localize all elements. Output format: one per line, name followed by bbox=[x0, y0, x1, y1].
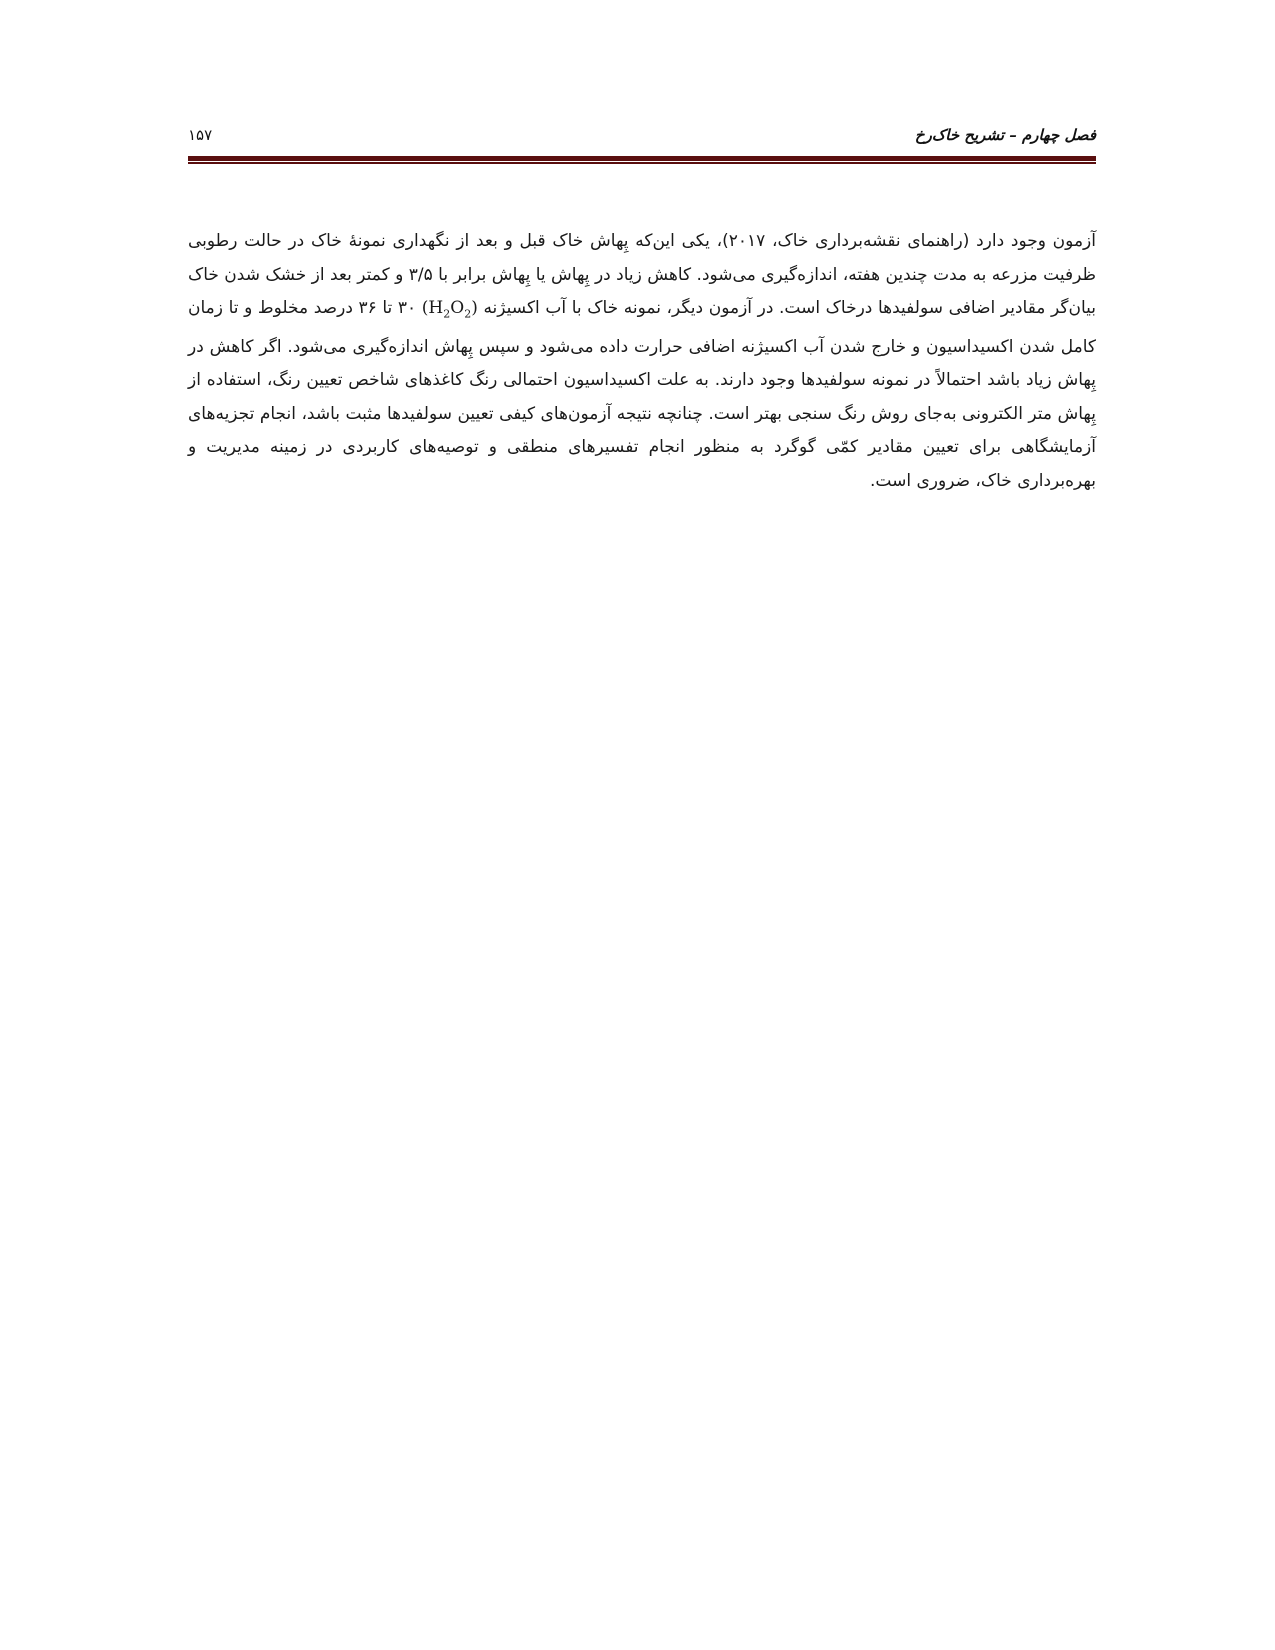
formula-oxygen-subscript: 2 bbox=[464, 307, 472, 321]
header-rule-thick bbox=[188, 156, 1096, 161]
formula-close-paren: ) bbox=[471, 298, 478, 318]
body-paragraph bbox=[188, 225, 1096, 498]
formula-open-paren: ( bbox=[421, 298, 429, 318]
formula-oxygen: O bbox=[450, 298, 465, 318]
formula-hydrogen: H bbox=[428, 298, 444, 318]
header-rule-thin bbox=[188, 162, 1096, 164]
paragraph-text-part-1: آزمون وجود دارد (راهنمای نقشه‌برداری خاک، ۲۰۱۷)، یکی این‌که پِهاش خاک قبل و بعد از نگهداری نمونهٔ خاک در حالت رطوبی ظرفیت مزرعه به مدت چندین هفته، اندازه‌گیری می‌شود. کاهش زیاد در پِهاش یا پِهاش برابر با ۳/۵ و کمتر بعد از خشک شدن خاک بیان‌گر مقادیر اضافی سولفیدها درخاک است. در آزمون دیگر، نمونه خاک با آب اکسیژنه bbox=[188, 231, 1097, 318]
page-header bbox=[188, 126, 1096, 150]
formula-hydrogen-subscript: 2 bbox=[443, 307, 451, 321]
page-number: ۱۵۷ bbox=[188, 126, 213, 144]
chapter-title: فصل چهارم – تشریح خاک‌رخ bbox=[914, 126, 1096, 144]
chemical-formula bbox=[421, 298, 478, 321]
paragraph-text-part-2: ۳۰ تا ۳۶ درصد مخلوط و تا زمان کامل شدن اکسیداسیون و خارج شدن آب اکسیژنه اضافی حرارت داده می‌شود و سپس پِهاش اندازه‌گیری می‌شود. اگر کاهش در پِهاش زیاد باشد احتمالاً در نمونه سولفیدها وجود دارند. به علت اکسیداسیون احتمالی رنگ کاغذهای شاخص تعیین رنگ، استفاده از پِهاش متر الکترونی به‌جای روش رنگ سنجی بهتر است. چنانچه نتیجه آزمون‌های کیفی تعیین سولفیدها مثبت باشد، انجام تجزیه‌های آزمایشگاهی برای تعیین مقادیر کمّی گوگرد به منظور انجام تفسیرهای منطقی و توصیه‌های کاربردی در زمینه مدیریت و بهره‌برداری خاک، ضروری است. bbox=[188, 298, 1096, 491]
